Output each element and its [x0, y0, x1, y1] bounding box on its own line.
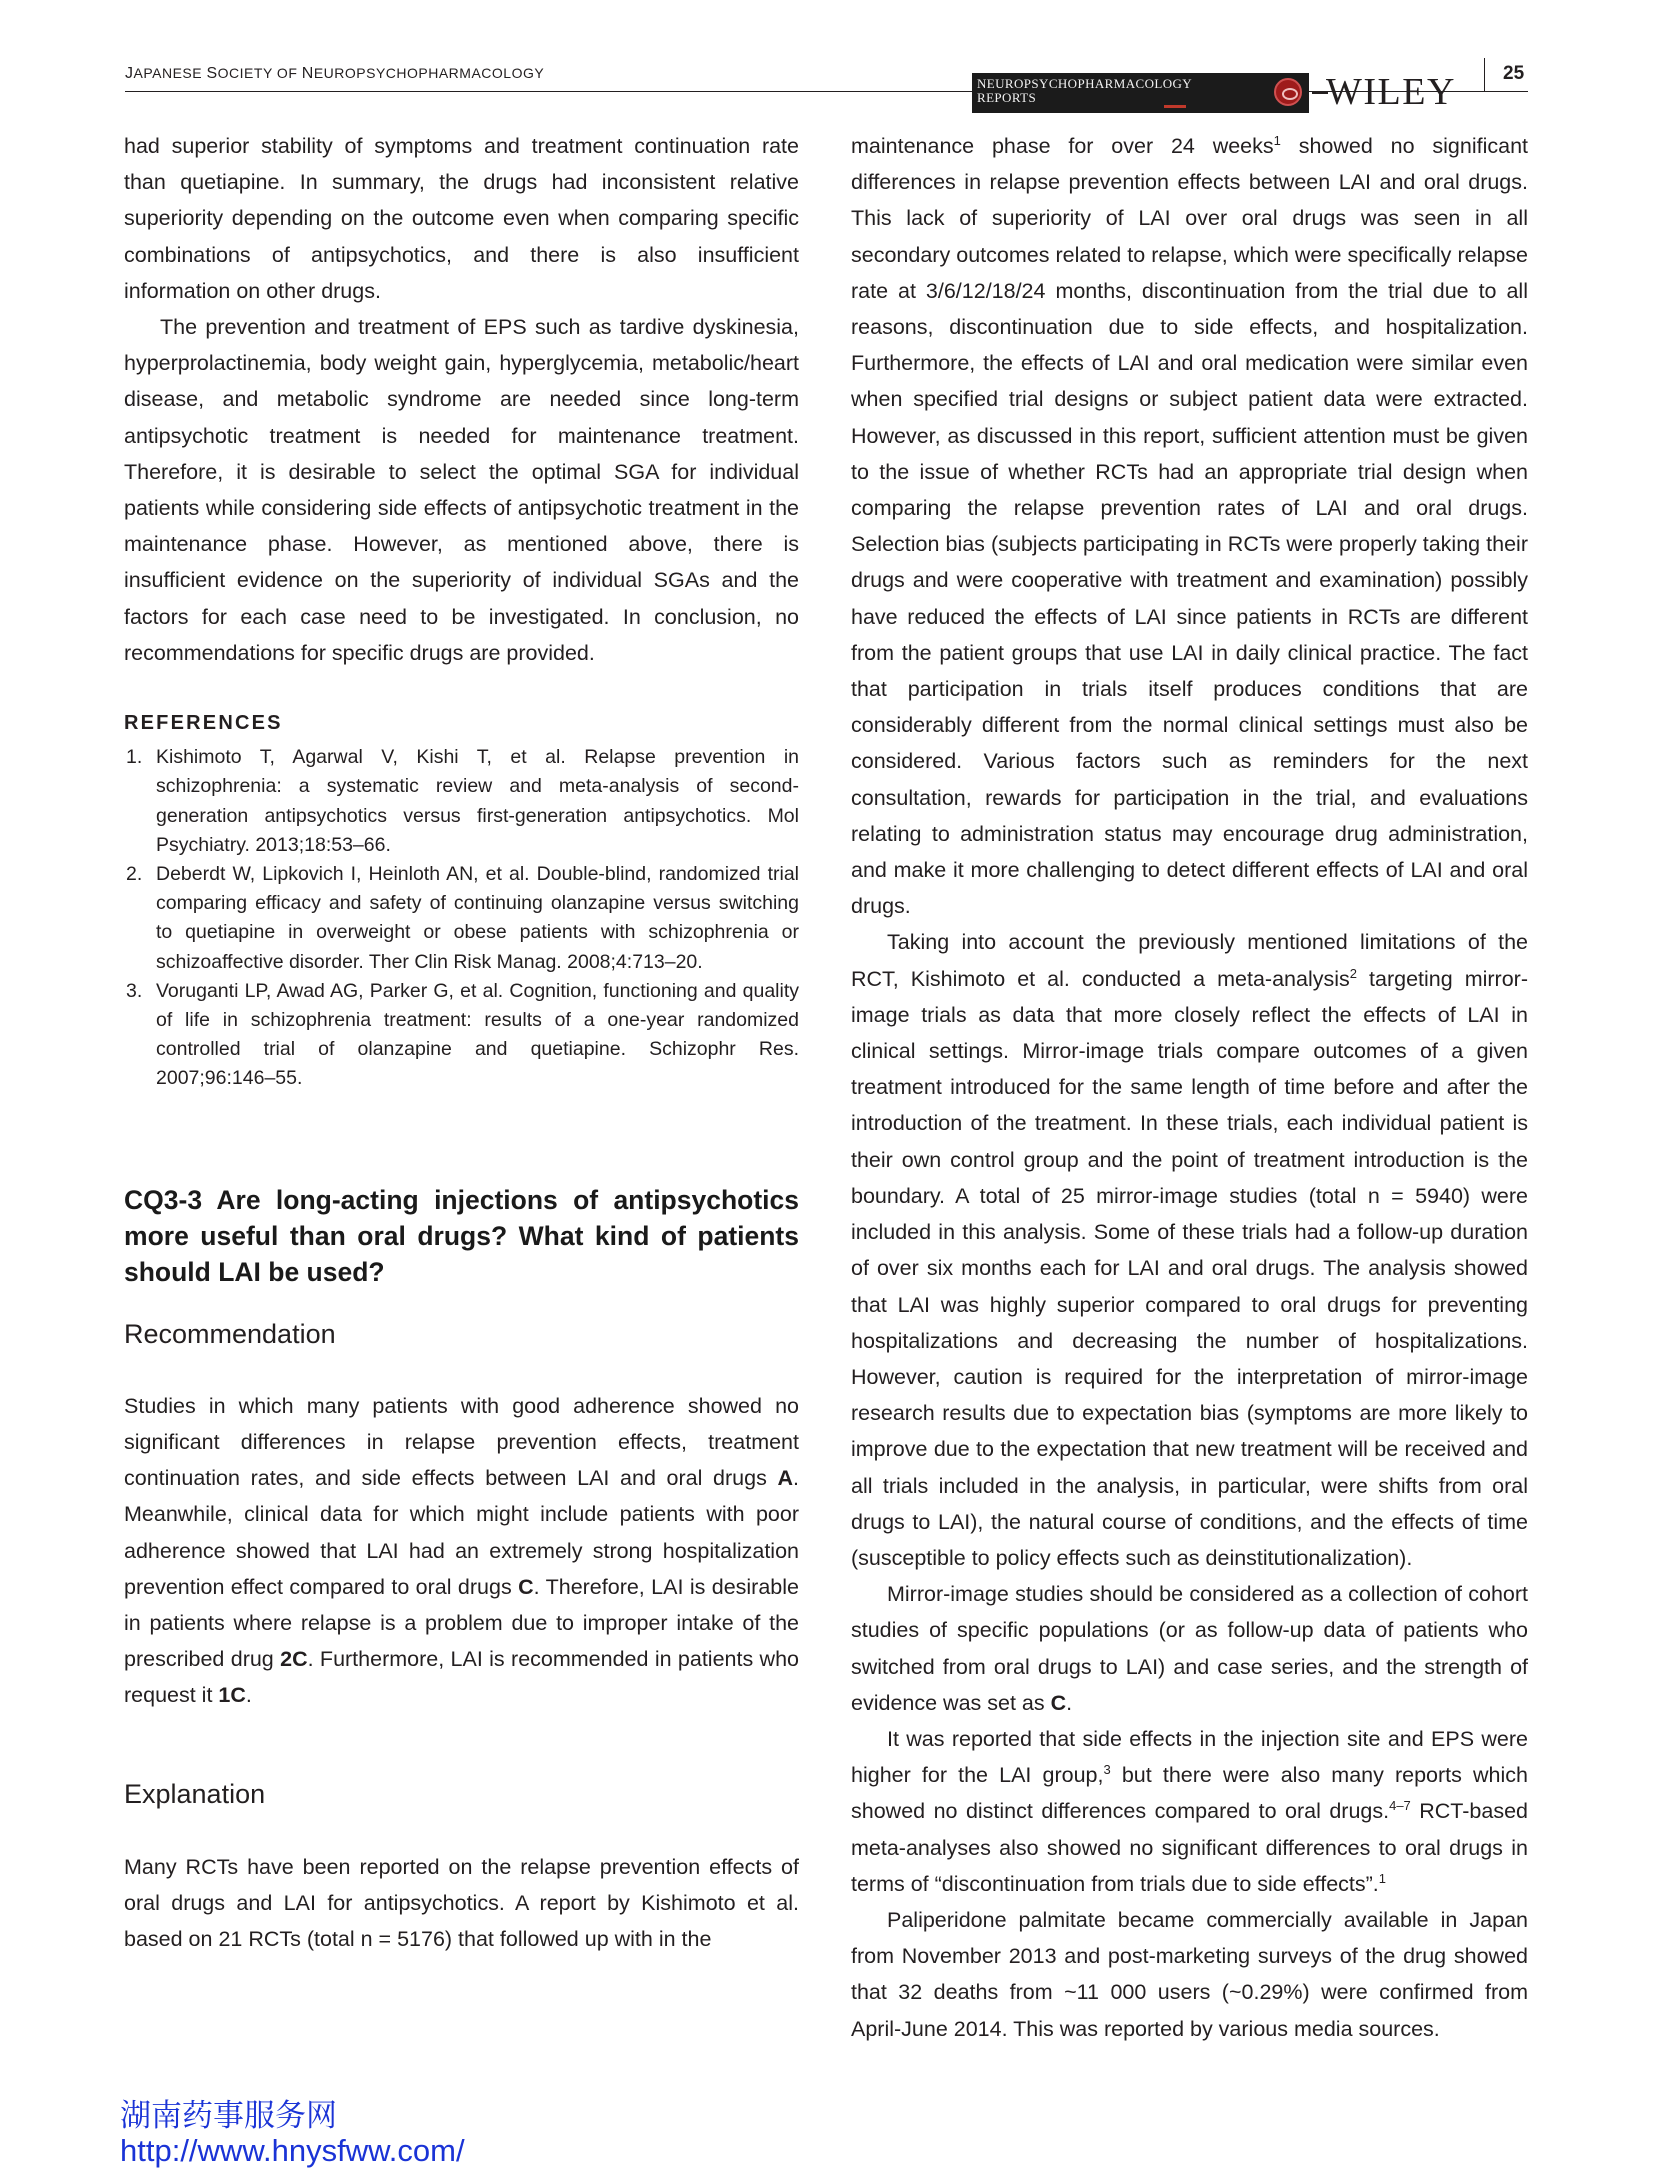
reference-item: 3. Voruganti LP, Awad AG, Parker G, et al. Cognition, functioning and quality of life in schizophrenia treatment: results of a one-year randomized controlled trial of olanzapine and quetiapine. Schizophr Res. 2007;96:146–55.	[126, 979, 799, 1090]
watermark-url-link[interactable]: http://www.hnysfww.com/	[120, 2133, 465, 2168]
right-column	[851, 128, 1528, 2047]
paragraph: had superior stability of symptoms and treatment continuation rate than quetiapine. In summary, the drugs had inconsistent relative superiority depending on the outcome even when comparing specific combinations of antipsychotics, and there is also insufficient information on other drugs.	[124, 134, 799, 303]
logo-line-1: NEUROPSYCHOPHARMACOLOGY	[977, 76, 1193, 91]
clinical-question-title: CQ3-3 Are long-acting injections of antipsychotics more useful than oral drugs? What kind of patients should LAI be used?	[124, 1184, 799, 1287]
paragraph: Taking into account the previously mentioned limitations of the RCT, Kishimoto et al. conducted a meta-analysis$^2$ targeting mirror-image trials as data that more closely reflect the effects of LAI in clinical settings. Mirror-image trials compare outcomes of a given treatment introduced for the same length of time before and after the introduction of the treatment. In these trials, each individual patient is their own control group and the point of treatment introduction is the boundary. A total of 25 mirror-image studies (total n = 5940) were included in this analysis. Some of these trials had a follow-up duration of over six months each for LAI and oral drugs. The analysis showed that LAI was highly superior compared to oral drugs for preventing hospitalizations and decreasing the number of hospitalizations. However, caution is required for the interpretation of mirror-image research results due to expectation bias (symptoms are more likely to improve due to the expectation that new treatment will be received and all trials included in the analysis, in particular, were shifts from oral drugs to LAI), the natural course of conditions, and the effects of time (susceptible to policy effects such as deinstitutionalization).	[851, 930, 1528, 1570]
recommendation-heading: Recommendation	[124, 1318, 336, 1349]
paragraph: Paliperidone palmitate became commercially available in Japan from November 2013 and post-marketing surveys of the drug showed that 32 deaths from ~11 000 users (~0.29%) were confirmed from April-June 2014. This was reported by various media sources.	[851, 1907, 1528, 2041]
reference-item: 2. Deberdt W, Lipkovich I, Heinloth AN, et al. Double-blind, randomized trial comparing efficacy and safety of continuing olanzapine versus switching to quetiapine in overweight or obese patients with schizophrenia or schizoaffective disorder. Ther Clin Risk Manag. 2008;4:713–20.	[126, 863, 799, 973]
publisher-logo: WILEY	[1326, 71, 1456, 113]
journal-logo	[972, 73, 1309, 113]
references-heading: REFERENCES	[124, 712, 283, 735]
explanation-heading: Explanation	[124, 1778, 266, 1809]
recommendation-paragraph: Studies in which many patients with good adherence showed no significant differences in relapse prevention effects, treatment continuation rates, and side effects between LAI and oral drugs A. Meanwhile, clinical data for which might include patients with poor adherence showed that LAI had an extremely strong hospitalization prevention effect compared to oral drugs C. Therefore, LAI is desirable in patients where relapse is a problem due to improper intake of the prescribed drug 2C. Furthermore, LAI is recommended in patients who request it 1C.	[124, 1393, 799, 1708]
paragraph: maintenance phase for over 24 weeks$^1$ showed no significant differences in relapse prevention effects between LAI and oral drugs. This lack of superiority of LAI over oral drugs was seen in all secondary outcomes related to relapse, which were specifically relapse rate at 3/6/12/18/24 months, discontinuation from the trial due to all reasons, discontinuation due to side effects, and hospitalization. Furthermore, the effects of LAI and oral medication were similar even when specified trial designs or subject patient data were extracted. However, as discussed in this report, sufficient attention must be given to the issue of whether RCTs had an appropriate trial design when comparing the relapse prevention rates of LAI and oral drugs. Selection bias (subjects participating in RCTs were properly taking their drugs and were cooperative with treatment and examination) possibly have reduced the effects of LAI since patients in RCTs are different from the patient groups that use LAI in daily clinical practice. The fact that participation in trials itself produces conditions that are considerably different from the normal clinical settings must also be considered. Various factors such as reminders for the next consultation, rewards for participation in the trial, and evaluations relating to administration status may encourage drug administration, and make it more challenging to detect different effects of LAI and oral drugs.	[851, 133, 1529, 919]
logo-accent-bar	[1164, 105, 1186, 108]
left-column	[124, 128, 799, 1957]
journal-running-title: JAPANESE SOCIETY OF NEUROPSYCHOPHARMACOLOGY	[125, 65, 545, 82]
logo-line-2: REPORTS	[977, 90, 1037, 105]
paragraph: The prevention and treatment of EPS such as tardive dyskinesia, hyperprolactinemia, body weight gain, hyperglycemia, metabolic/heart disease, and metabolic syndrome are needed since long-term antipsychotic treatment is needed for maintenance treatment. Therefore, it is desirable to select the optimal SGA for individual patients while considering side effects of antipsychotic treatment in the maintenance phase. However, as mentioned above, there is insufficient evidence on the superiority of individual SGAs and the factors for each case need to be investigated. In conclusion, no recommendations for specific drugs are provided.	[124, 315, 799, 665]
reference-item: 1. Kishimoto T, Agarwal V, Kishi T, et al. Relapse prevention in schizophrenia: a systematic review and meta-analysis of second-generation antipsychotics versus first-generation antipsychotics. Mol Psychiatry. 2013;18:53–66.	[126, 746, 799, 856]
page-number-separator	[1484, 58, 1485, 92]
site-watermark	[120, 2098, 465, 2168]
watermark-site-name: 湖南药事服务网	[120, 2098, 337, 2134]
reference-list	[124, 743, 799, 1093]
page-number: 25	[1503, 63, 1525, 84]
paragraph: Mirror-image studies should be considered as a collection of cohort studies of specific populations (or as follow-up data of patients who switched from oral drugs to LAI) and case series, and the strength of evidence was set as C.	[851, 1582, 1528, 1715]
journal-emblem-icon	[1274, 78, 1302, 106]
paragraph: It was reported that side effects in the injection site and EPS were higher for the LAI group,$^3$ but there were also many reports which showed no distinct differences compared to oral drugs.$^{4-7}$ RCT-based meta-analyses also showed no significant differences to oral drugs in terms of “discontinuation from trials due to side effects”.$^1$	[851, 1726, 1528, 1896]
paragraph: Many RCTs have been reported on the relapse prevention effects of oral drugs and LAI for antipsychotics. A report by Kishimoto et al. based on 21 RCTs (total n = 5176) that followed up with in the	[124, 1854, 799, 1951]
